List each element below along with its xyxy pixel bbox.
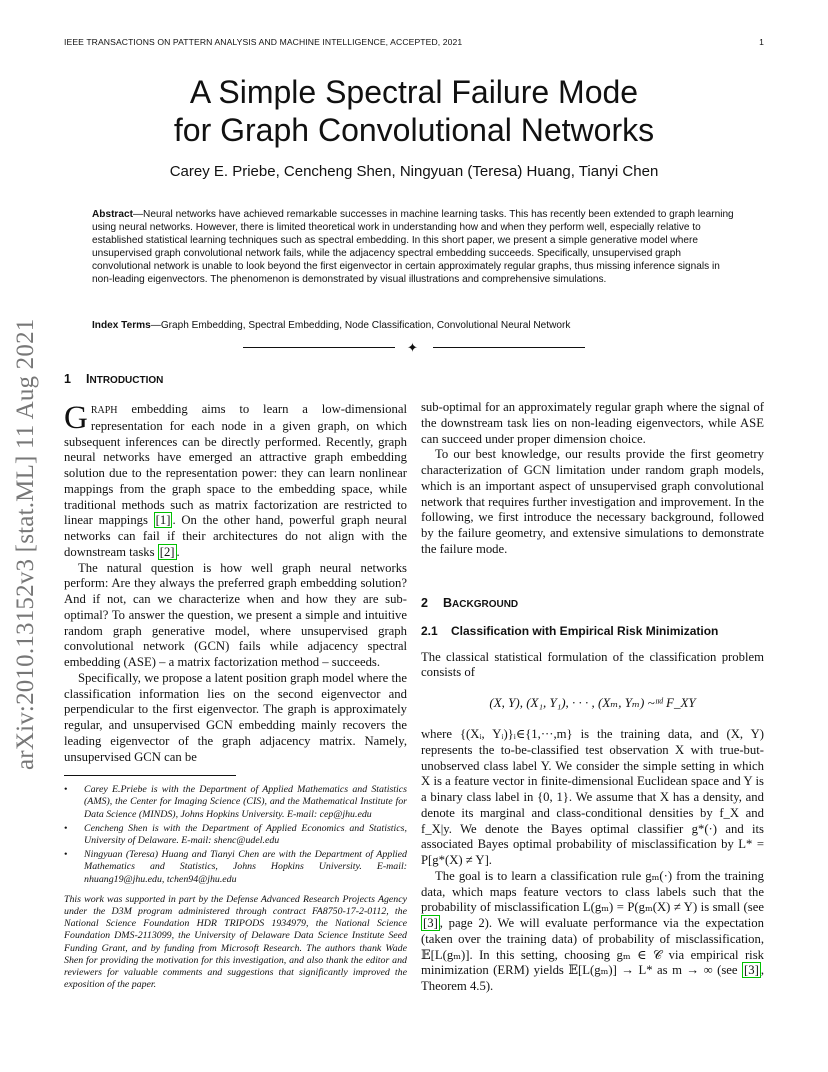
section-heading-introduction xyxy=(64,372,407,386)
intro-paragraph-4: sub-optimal for an approximately regular graph where the signal of the downstream task lies on non-leading eigenvectors, while ASE can succeed under proper dimension choice. xyxy=(421,400,764,446)
left-column xyxy=(64,372,407,992)
diamond-icon: ✦ xyxy=(407,340,418,355)
intro-p1-text-a: embedding aims to learn a low-dimensional representation for each node in a given graph, on which subsequent inferences can be directly performed. Recently, graph neural networks have emerged an attractive graph embedding solution due to the representation power: they can learn nonlinear mappings from the graph space to the embedding space, while traditional methods such as matrix factorization are restricted to linear mappings xyxy=(64,402,407,528)
background-paragraph-3 xyxy=(421,869,764,995)
section-heading-background xyxy=(421,596,764,610)
citation-link[interactable]: [3] xyxy=(744,963,759,978)
arxiv-stamp: arXiv:2010.13152v3 [stat.ML] 11 Aug 2021 xyxy=(12,318,39,770)
bg-p3-text-b: , page 2). We will evaluate performance via the expectation (taken over the training data) of probability of misclassification, 𝔼[L(gₘ)]. In this setting, choosing gₘ ∈ 𝒞 via empirical risk minimization (ERM) yields 𝔼[L(gₘ)] → L* as m → ∞ (see xyxy=(421,916,764,978)
abstract-label: Abstract xyxy=(92,209,133,220)
abstract-text: —Neural networks have achieved remarkable successes in machine learning tasks. This has recently been extended to graph learning using neural networks. However, there is limited theoretical work in understanding how and when they perform well, especially relative to established statistical learning techniques such as spectral embedding. In this short paper, we present a simple generative model where unsupervised graph convolutional network fails, while the adjacency spectral embedding succeeds. Specifically, unsupervised graph convolutional network is unable to look beyond the first eigenvector in certain approximately regular graphs, thus missing inference signals in non-leading eigenvectors. The phenomenon is demonstrated by visual illustrations and comprehensive simulations. xyxy=(92,209,734,286)
intro-paragraph-3: Specifically, we propose a latent position graph model where the classification information lies on the second eigenvector and perpendicular to the first eigenvector. The graph is approximately regular, and unsupervised GCN embedding mainly recovers the leading eigenvector of the graph adjacency matrix. Namely, unsupervised GCN can be xyxy=(64,670,407,764)
footnote-rule xyxy=(64,775,236,776)
footnote-item xyxy=(64,849,407,886)
citation-link[interactable]: [3] xyxy=(423,916,438,930)
background-paragraph-1: The classical statistical formulation of the classification problem consists of xyxy=(421,649,764,680)
intro-paragraph-5: To our best knowledge, our results provide the first geometry characterization of GCN limitation under random graph models, which is an important aspect of unsupervised graph convolutional network that requires further investigation and improvement. In the following, we first introduce the necessary background, followed by the failure geometry, and extensive simulations to demonstrate the failure mode. xyxy=(421,447,764,556)
abstract xyxy=(92,208,737,287)
title-line-2: for Graph Convolutional Networks xyxy=(173,112,655,148)
subsection-title: Classification with Empirical Risk Minimization xyxy=(451,623,719,638)
section-title-rest: NTRODUCTION xyxy=(89,375,164,386)
intro-p1-text-b: . On the other hand, powerful graph neural networks can fail if their architectures do not align with the downstream tasks xyxy=(64,513,407,559)
section-divider xyxy=(243,342,585,356)
display-equation: (X, Y), (X₁, Y₁), · · · , (Xₘ, Yₘ) ~ᶦᶦᵈ F_XY xyxy=(489,695,696,710)
citation-link[interactable]: [2] xyxy=(159,544,175,559)
bullet-icon: • xyxy=(64,784,68,796)
divider-line-right xyxy=(433,347,585,348)
section-title-initial: I xyxy=(86,372,90,386)
index-terms-label: Index Terms xyxy=(92,320,151,331)
index-terms-text: —Graph Embedding, Spectral Embedding, Node Classification, Convolutional Neural Network xyxy=(150,320,571,331)
section-title-rest: ACKGROUND xyxy=(452,598,519,610)
author-footnotes xyxy=(64,784,407,886)
author-list: Carey E. Priebe, Cencheng Shen, Ningyuan (Teresa) Huang, Tianyi Chen xyxy=(169,163,659,180)
citation-link[interactable]: [1] xyxy=(155,513,171,528)
intro-paragraph-2: The natural question is how well graph neural networks perform: Are they always the preferred graph embedding solution? And if not, can we characterize when and how they are sub-optimal? To answer the question, we present a simple and intuitive random graph generative model, where unsupervised graph convolutional network (GCN) fails while adjacency spectral embedding (ASE) – a matrix factorization method – succeeds. xyxy=(64,560,407,669)
bullet-icon: • xyxy=(64,849,68,861)
index-terms xyxy=(92,320,737,331)
drop-cap: G xyxy=(64,400,88,436)
bullet-icon: • xyxy=(64,822,68,834)
background-paragraph-2: where {(Xᵢ, Yᵢ)}ᵢ∈{1,···,m} is the training data, and (X, Y) represents the to-be-classified test observation X with true-but-unobserved class label Y. We consider the simple setting in which X is a feature vector in finite-dimensional Euclidean space and Y is a binary class label in {0, 1}. We assume that X has a density, and denote its marginal and class-conditional densities by f_X and f_X|y. We denote the Bayes optimal classifier g*(·) and its associated Bayes optimal probability of misclassification by L* = P[g*(X) ≠ Y]. xyxy=(421,727,764,867)
footnote-text: Carey E.Priebe is with the Department of Applied Mathematics and Statistics (AMS), the Center for Imaging Science (CIS), and the Mathematical Institute for Data Science (MINDS), Johns Hopkins University. E-mail: cep@jhu.edu xyxy=(84,784,407,820)
title-line-1: A Simple Spectral Failure Mode xyxy=(189,74,639,110)
footnote-item xyxy=(64,823,407,847)
bg-p3-text-c: , Theorem 4.5). xyxy=(421,963,764,993)
footnote-item xyxy=(64,784,407,821)
section-title-initial: B xyxy=(443,595,453,610)
divider-line-left xyxy=(243,347,395,348)
page-number: 1 xyxy=(759,37,764,47)
subsection-number: 2.1 xyxy=(421,623,438,638)
subsection-heading xyxy=(421,624,764,638)
footnote-text: Cencheng Shen is with the Department of Applied Economics and Statistics, University of Delaware. E-mail: shenc@udel.edu xyxy=(84,822,407,847)
section-number: 1 xyxy=(64,372,71,386)
lead-word: RAPH xyxy=(90,405,118,416)
intro-paragraph-1 xyxy=(64,402,407,561)
funding-note: This work was supported in part by the Defense Advanced Research Projects Agency under the D3M program administered through contract FA8750-17-2-0112, the National Science Foundation HDR TRIPODS 1934979, the National Science Foundation DMS-2113099, the University of Delaware Data Science Institute Seed Funding Grant, and by funding from Microsoft Research. The authors thank Wade Shen for providing the motivation for this investigation, and also thank the editor and reviewers for valuable comments and suggestions that significantly improved the exposition of the paper. xyxy=(64,893,407,991)
section-number: 2 xyxy=(421,595,428,610)
paper-title xyxy=(0,73,828,149)
running-head-text: IEEE TRANSACTIONS ON PATTERN ANALYSIS AND MACHINE INTELLIGENCE, ACCEPTED, 2021 xyxy=(64,37,463,47)
intro-p1-text-c: . xyxy=(176,544,180,559)
running-header xyxy=(64,37,764,47)
right-column xyxy=(421,400,764,995)
footnote-text: Ningyuan (Teresa) Huang and Tianyi Chen are with the Department of Applied Mathematics and Statistics, Johns Hopkins University. E-mail: nhuang19@jhu.edu, tchen94@jhu.edu xyxy=(84,849,407,885)
bg-p3-text-a: The goal is to learn a classification rule gₘ(·) from the training data, which maps feature vectors to class labels such that the probability of misclassification L(gₘ) = P(gₘ(X) ≠ Y) is small (see xyxy=(421,868,764,915)
